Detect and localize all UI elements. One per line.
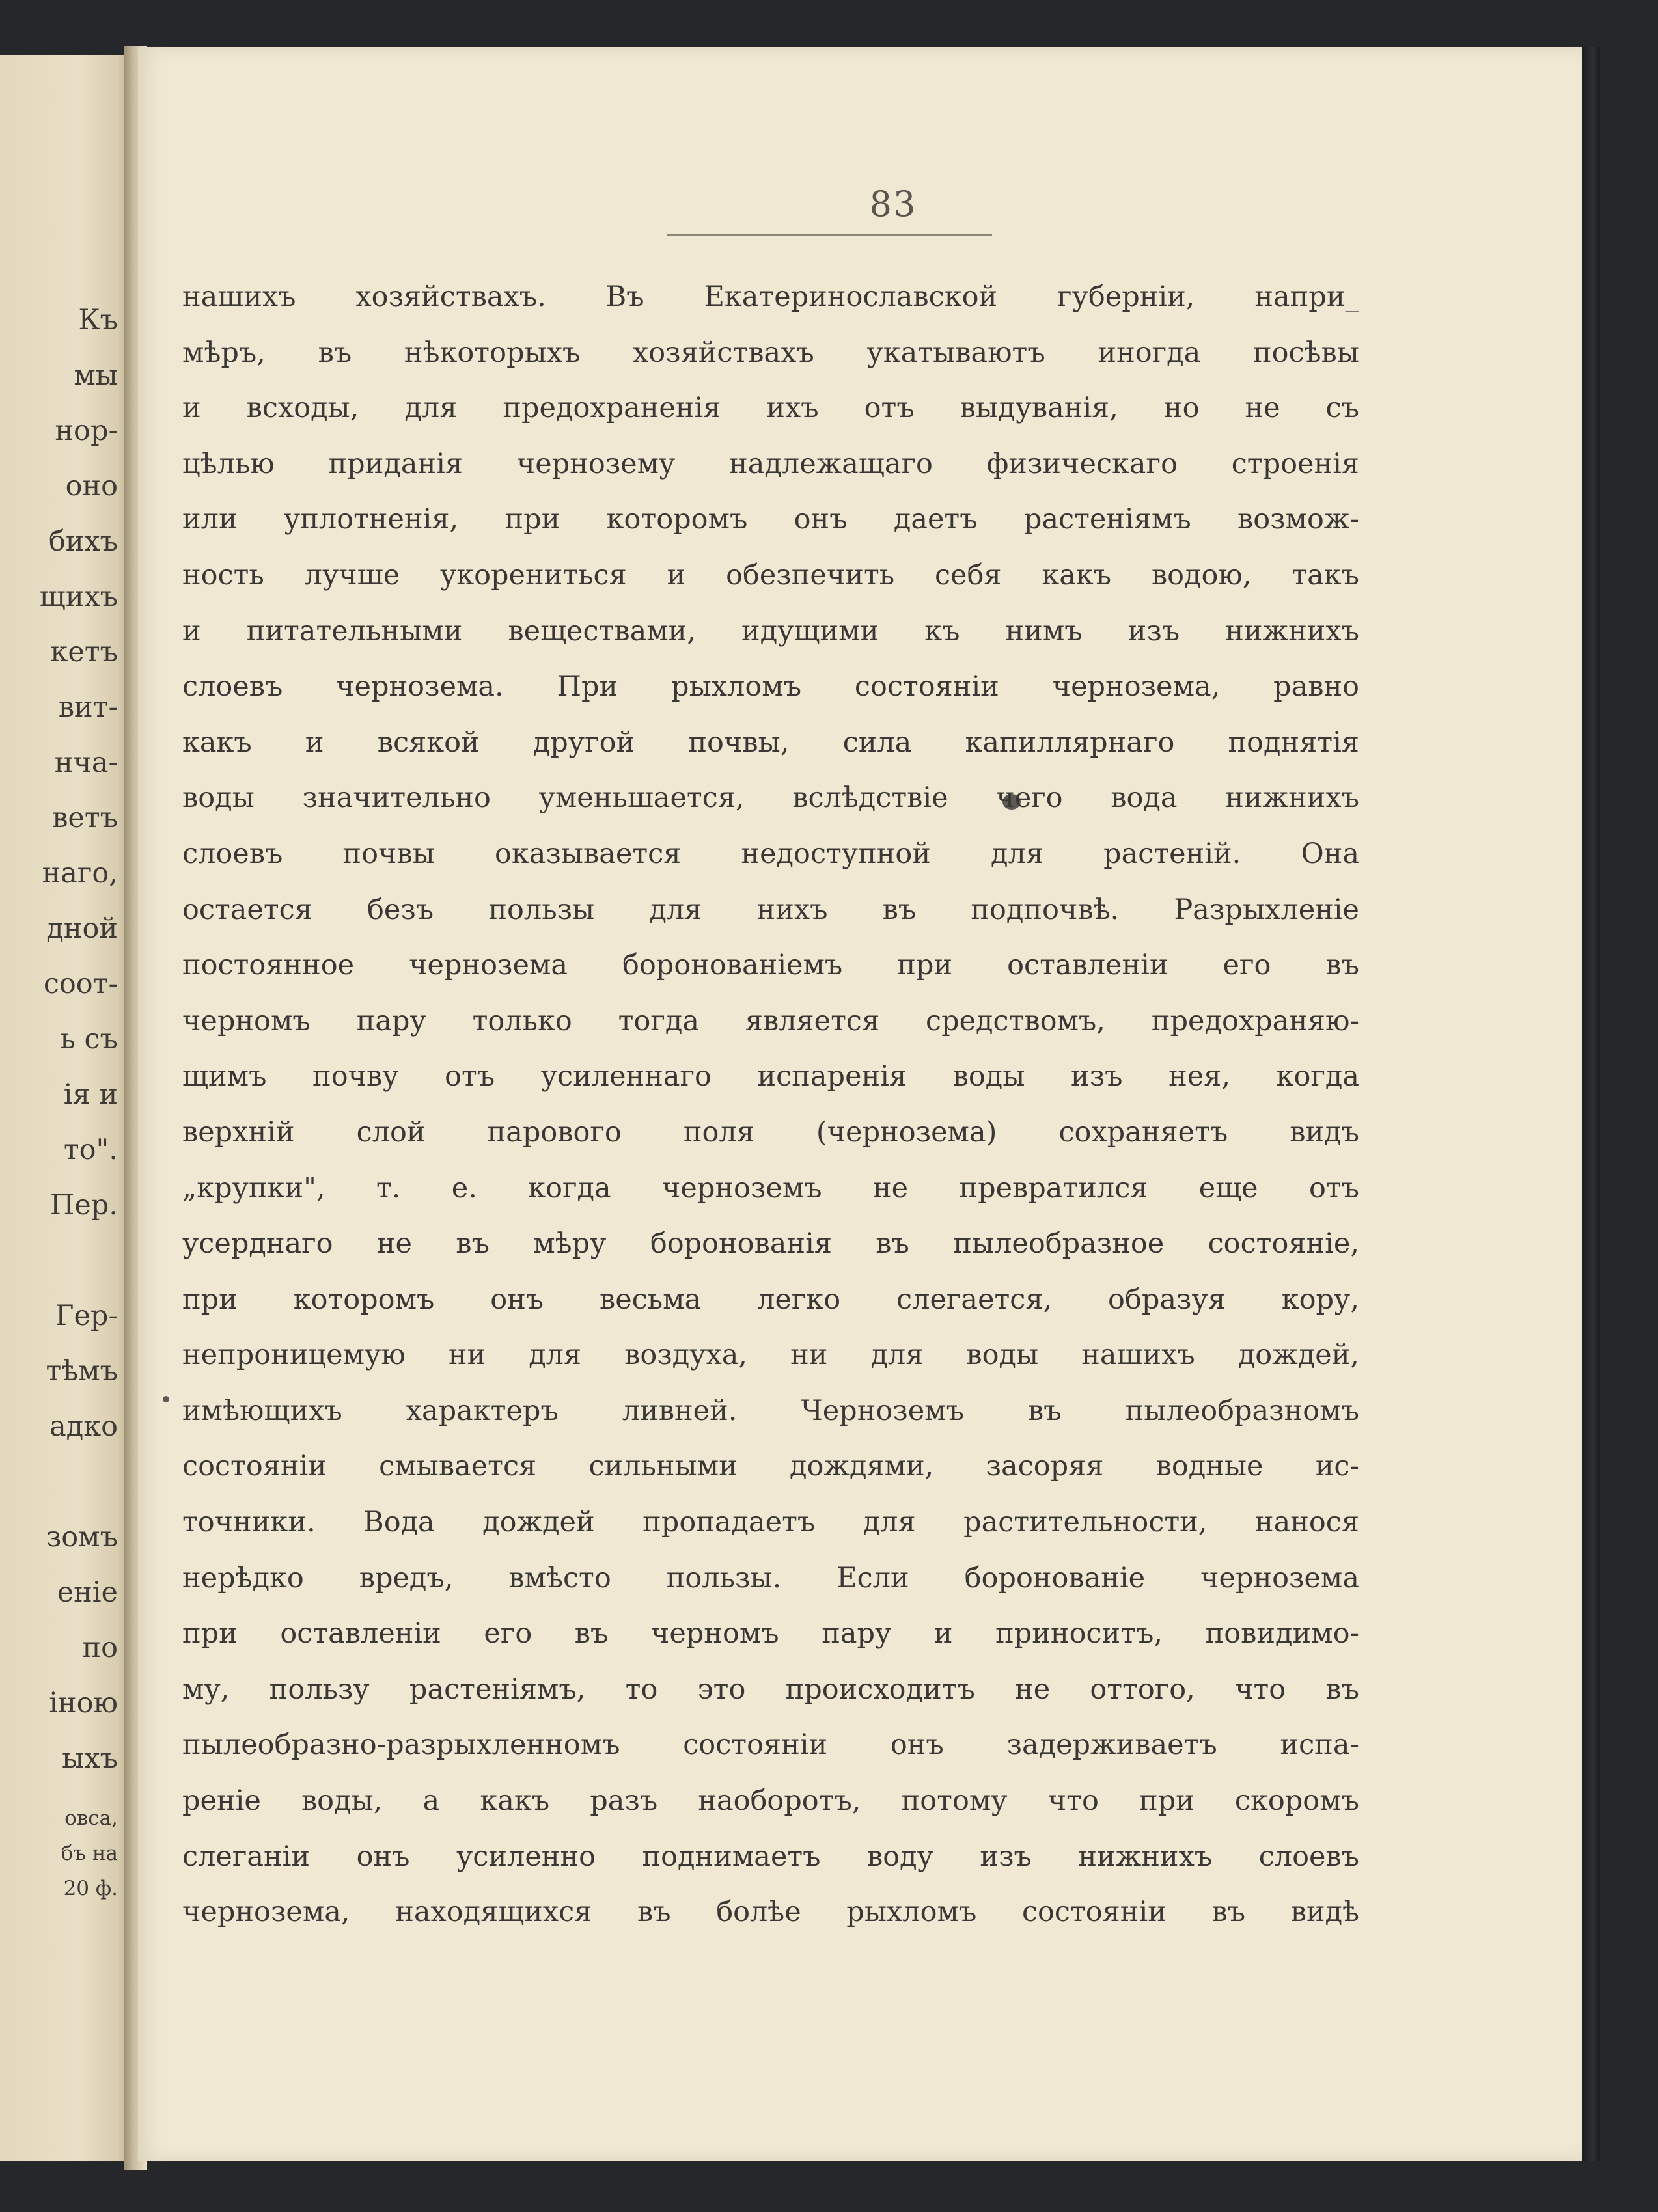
page-edge-shadow <box>1582 47 1600 2161</box>
body-text <box>182 269 1359 1941</box>
left-fragment: Къ <box>78 304 118 336</box>
text-line: чернозема, находящихся въ болѣе рыхломъ состояніи въ видѣ <box>182 1896 1359 1929</box>
left-fragment: нча- <box>54 746 118 779</box>
text-line: и питательными веществами, идущими къ нимъ изъ нижнихъ <box>182 614 1359 648</box>
ink-speck <box>163 1396 169 1402</box>
left-fragment: нор- <box>55 415 118 447</box>
left-gap <box>0 1454 118 1510</box>
left-fragment: щихъ <box>39 580 118 613</box>
left-fragment: адко <box>49 1410 118 1443</box>
text-line: состояніи смывается сильными дождями, засоряя водные ис- <box>182 1450 1359 1483</box>
text-line: при которомъ онъ весьма легко слегается, образуя кору, <box>182 1283 1359 1316</box>
text-line: остается безъ пользы для нихъ въ подпочвѣ. Разрыхленіе <box>182 893 1359 926</box>
text-line: нерѣдко вредъ, вмѣсто пользы. Если боронованіе чернозема <box>182 1561 1359 1594</box>
left-fragment: ветъ <box>52 802 118 834</box>
text-line: черномъ пару только тогда является средствомъ, предохраняю- <box>182 1004 1359 1037</box>
text-line: или уплотненія, при которомъ онъ даетъ растеніямъ возмож- <box>182 503 1359 536</box>
text-line: слоевъ чернозема. При рыхломъ состояніи чернозема, равно <box>182 670 1359 703</box>
text-line: имѣющихъ характеръ ливней. Черноземъ въ пылеобразномъ <box>182 1394 1359 1427</box>
text-line: постоянное чернозема боронованіемъ при оставленіи его въ <box>182 949 1359 982</box>
left-fragment: ь съ <box>60 1023 118 1056</box>
text-line: му, пользу растеніямъ, то это происходитъ не оттого, что въ <box>182 1673 1359 1706</box>
left-gap <box>0 1233 118 1289</box>
text-line: и всходы, для предохраненія ихъ отъ выдуванія, но не съ <box>182 392 1359 425</box>
left-fragment: то". <box>63 1134 118 1166</box>
left-fragment: ыхъ <box>62 1742 118 1775</box>
text-line: ность лучше укорениться и обезпечить себя какъ водою, такъ <box>182 558 1359 592</box>
left-footnote-fragment: овса, <box>64 1807 118 1830</box>
left-fragment: ія и <box>63 1078 118 1111</box>
left-footnote-fragment: бъ на <box>61 1842 118 1865</box>
left-fragment: тѣмъ <box>46 1355 118 1387</box>
left-footnote-fragment: 20 ф. <box>63 1877 118 1900</box>
left-fragment: мы <box>74 359 118 392</box>
page-number: 83 <box>869 184 917 225</box>
left-fragment: бихъ <box>48 525 118 558</box>
text-line: щимъ почву отъ усиленнаго испаренія воды изъ нея, когда <box>182 1060 1359 1093</box>
text-line: реніе воды, а какъ разъ наоборотъ, потому что при скоромъ <box>182 1784 1359 1818</box>
text-line: „крупки", т. е. когда черноземъ не превратился еще отъ <box>182 1171 1359 1205</box>
text-line: точники. Вода дождей пропадаетъ для растительности, нанося <box>182 1506 1359 1539</box>
previous-page <box>0 55 133 2161</box>
left-fragment: кетъ <box>50 636 118 668</box>
previous-page-text-fragments <box>0 293 118 1906</box>
left-fragment: Пер. <box>49 1189 118 1222</box>
left-fragment: вит- <box>58 691 118 724</box>
text-line: нашихъ хозяйствахъ. Въ Екатеринославской губерніи, напри_ <box>182 280 1359 313</box>
text-line: пылеобразно-разрыхленномъ состояніи онъ задерживаетъ испа- <box>182 1728 1359 1762</box>
left-fragment: по <box>82 1632 118 1664</box>
text-line: при оставленіи его въ черномъ пару и приноситъ, повидимо- <box>182 1617 1359 1650</box>
left-fragment: еніе <box>57 1576 118 1609</box>
left-fragment: соот- <box>43 968 118 1000</box>
text-line: слеганіи онъ усиленно поднимаетъ воду изъ нижнихъ слоевъ <box>182 1840 1359 1873</box>
text-line: непроницемую ни для воздуха, ни для воды нашихъ дождей, <box>182 1339 1359 1372</box>
left-fragment: дной <box>46 912 118 945</box>
left-fragment: наго, <box>42 857 118 890</box>
left-fragment: Гер- <box>55 1300 118 1332</box>
text-line: усерднаго не въ мѣру боронованія въ пылеобразное состояніе, <box>182 1227 1359 1261</box>
left-fragment: зомъ <box>46 1521 118 1553</box>
text-line: воды значительно уменьшается, вслѣдствіе чего вода нижнихъ <box>182 782 1359 815</box>
current-page <box>138 47 1582 2161</box>
text-line: слоевъ почвы оказывается недоступной для растеній. Она <box>182 837 1359 870</box>
text-line: цѣлью приданія чернозему надлежащаго физическаго строенія <box>182 447 1359 480</box>
left-fragment: іною <box>49 1687 118 1719</box>
text-line: мѣръ, въ нѣкоторыхъ хозяйствахъ укатываютъ иногда посѣвы <box>182 336 1359 369</box>
page-number-rule <box>667 234 992 236</box>
text-line: верхній слой парового поля (чернозема) сохраняетъ видъ <box>182 1115 1359 1149</box>
text-line: какъ и всякой другой почвы, сила капиллярнаго поднятія <box>182 726 1359 759</box>
left-fragment: оно <box>65 470 118 502</box>
